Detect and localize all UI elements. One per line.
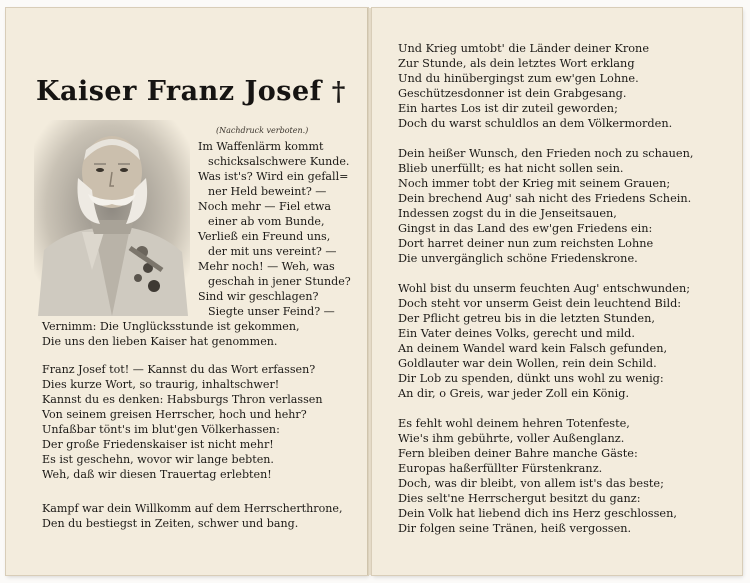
stanza1-line-13: Vernimm: Die Unglücksstunde ist gekommen,: [42, 320, 300, 333]
r-stanza3-line-2: Doch steht vor unserm Geist dein leuchtend Bild:: [398, 297, 682, 310]
r-stanza4-line-7: Dein Volk hat liebend dich ins Herz geschlossen,: [398, 507, 677, 520]
r-stanza2-line-4: Dein brechend Aug' sah nicht des Friedens Schein.: [398, 192, 692, 205]
r-stanza3-line-3: Der Pflicht getreu bis in die letzten Stunden,: [398, 312, 655, 325]
stanza1-line-5: Noch mehr — Fiel etwa: [198, 200, 331, 213]
stanza2-line-8: Weh, daß wir diesen Trauertag erlebten!: [42, 468, 272, 481]
r-stanza1-line-6: Doch du warst schuldlos an dem Völkermorden.: [398, 117, 673, 130]
r-stanza1-line-2: Zur Stunde, als dein letztes Wort erklang: [398, 57, 635, 70]
r-stanza2-line-8: Die unvergänglich schöne Friedenskrone.: [398, 252, 638, 265]
r-stanza3-line-7: Dir Lob zu spenden, dünkt uns wohl zu wenig:: [398, 372, 664, 385]
stanza1-line-7: Verließ ein Freund uns,: [198, 230, 331, 243]
stanza2-line-7: Es ist geschehn, wovor wir lange bebten.: [42, 453, 274, 466]
stanza3-line-2: Den du bestiegst in Zeiten, schwer und bang.: [42, 517, 299, 530]
title-block: [36, 76, 356, 107]
stanza1-line-1: Im Waffenlärm kommt: [198, 140, 324, 153]
r-stanza2-line-5: Indessen zogst du in die Jenseitsauen,: [398, 207, 617, 220]
r-stanza2-line-7: Dort harret deiner nun zum reichsten Lohne: [398, 237, 654, 250]
stanza2-line-5: Unfaßbar tönt's im blut'gen Völkerhassen:: [42, 423, 280, 436]
r-stanza2-line-2: Blieb unerfüllt; es hat nicht sollen sein.: [398, 162, 624, 175]
r-stanza3-line-8: An dir, o Greis, war jeder Zoll ein König.: [398, 387, 630, 400]
stanza2-line-3: Kannst du es denken: Habsburgs Thron verlassen: [42, 393, 323, 406]
stanza1-line-12: Siegte unser Feind? —: [208, 305, 335, 318]
stanza2-line-2: Dies kurze Wort, so traurig, inhaltschwer!: [42, 378, 280, 391]
stanza2-line-1: Franz Josef tot! — Kannst du das Wort erfassen?: [42, 363, 316, 376]
r-stanza4-line-6: Dies selt'ne Herrschergut besitzt du ganz:: [398, 492, 641, 505]
r-stanza3-line-1: Wohl bist du unserm feuchten Aug' entschwunden;: [398, 282, 691, 295]
stanza2-line-6: Der große Friedenskaiser ist nicht mehr!: [42, 438, 274, 451]
stanza1-line-3: Was ist's? Wird ein gefall=: [198, 170, 349, 183]
r-stanza4-line-2: Wie's ihm gebührte, voller Außenglanz.: [398, 432, 625, 445]
r-stanza4-line-3: Fern bleiben deiner Bahre manche Gäste:: [398, 447, 638, 460]
r-stanza4-line-4: Europas haßerfüllter Fürstenkranz.: [398, 462, 603, 475]
stanza1-line-2: schicksalschwere Kunde.: [208, 155, 350, 168]
r-stanza1-line-3: Und du hinübergingst zum ew'gen Lohne.: [398, 72, 639, 85]
stanza1-line-10: geschah in jener Stunde?: [208, 275, 351, 288]
r-stanza2-line-1: Dein heißer Wunsch, den Frieden noch zu schauen,: [398, 147, 694, 160]
r-stanza3-line-5: An deinem Wandel ward kein Falsch gefunden,: [398, 342, 668, 355]
r-stanza3-line-4: Ein Vater deines Volks, gerecht und mild.: [398, 327, 635, 340]
stanza3-line-1: Kampf war dein Willkomm auf dem Herrscherthrone,: [42, 502, 343, 515]
cross-symbol: †: [331, 77, 346, 107]
emperor-portrait: [34, 120, 190, 316]
right-page: [372, 8, 742, 575]
r-stanza4-line-8: Dir folgen seine Tränen, heiß vergossen.: [398, 522, 632, 535]
r-stanza2-line-6: Gingst in das Land des ew'gen Friedens ein:: [398, 222, 653, 235]
r-stanza3-line-6: Goldlauter war dein Wollen, rein dein Schild.: [398, 357, 657, 370]
r-stanza1-line-1: Und Krieg umtobt' die Länder deiner Krone: [398, 42, 650, 55]
r-stanza2-line-3: Noch immer tobt der Krieg mit seinem Grauen;: [398, 177, 671, 190]
r-stanza1-line-5: Ein hartes Los ist dir zuteil geworden;: [398, 102, 618, 115]
stanza1-line-9: Mehr noch! — Weh, was: [198, 260, 335, 273]
stanza2-line-4: Von seinem greisen Herrscher, hoch und hehr?: [42, 408, 307, 421]
stanza1-line-11: Sind wir geschlagen?: [198, 290, 319, 303]
r-stanza4-line-5: Doch, was dir bleibt, von allem ist's das beste;: [398, 477, 664, 490]
stanza1-line-14: Die uns den lieben Kaiser hat genommen.: [42, 335, 278, 348]
stanza1-line-8: der mit uns vereint? —: [208, 245, 337, 258]
page-title: Kaiser Franz Josef: [36, 76, 322, 107]
left-page: [6, 8, 368, 575]
r-stanza4-line-1: Es fehlt wohl deinem hehren Totenfeste,: [398, 417, 630, 430]
reprint-notice: (Nachdruck verboten.): [216, 126, 309, 135]
r-stanza1-line-4: Geschützesdonner ist dein Grabgesang.: [398, 87, 627, 100]
stanza1-line-4: ner Held beweint? —: [208, 185, 327, 198]
stanza1-line-6: einer ab vom Bunde,: [208, 215, 325, 228]
